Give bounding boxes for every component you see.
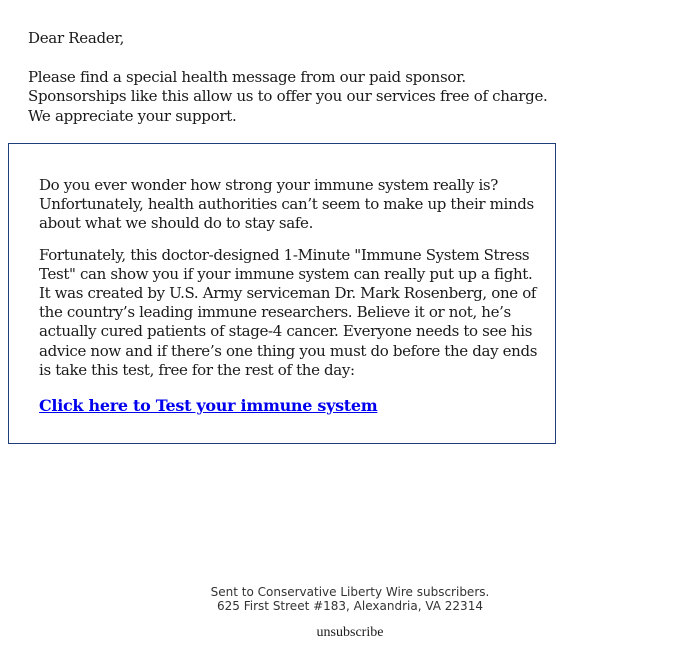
intro-line: We appreciate your support. (28, 106, 237, 125)
greeting: Dear Reader, (28, 29, 125, 47)
ad-line: advice now and if there’s one thing you must do before the day ends (39, 341, 538, 360)
intro-message (28, 29, 548, 126)
ad-line: Unfortunately, health authorities can’t seem to make up their minds (39, 195, 534, 214)
intro-line: Sponsorships like this allow us to offer you our services free of charge. (28, 87, 548, 105)
ad-line: about what we should do to stay safe. (39, 214, 313, 233)
sponsor-message-box (8, 143, 556, 444)
test-immune-system-link[interactable]: Click here to Test your immune system (39, 396, 378, 415)
footer (0, 585, 700, 613)
unsubscribe-link[interactable]: unsubscribe (316, 625, 384, 640)
ad-line: Test" can show you if your immune system can really put up a fight. (39, 264, 533, 283)
ad-line: It was created by U.S. Army serviceman Dr. Mark Rosenberg, one of (39, 284, 537, 303)
footer-address: 625 First Street #183, Alexandria, VA 22314 (217, 599, 483, 613)
footer-sender: Sent to Conservative Liberty Wire subscribers. (210, 585, 490, 599)
ad-paragraph-1 (39, 176, 537, 234)
intro-line: Please find a special health message from our paid sponsor. (28, 67, 466, 86)
ad-line: actually cured patients of stage-4 cancer. Everyone needs to see his (39, 322, 533, 341)
ad-line: is take this test, free for the rest of the day: (39, 360, 355, 379)
ad-line: Do you ever wonder how strong your immune system really is? (39, 176, 498, 194)
ad-paragraph-2 (39, 246, 537, 380)
ad-line: Fortunately, this doctor-designed 1-Minute "Immune System Stress (39, 245, 530, 264)
ad-line: the country’s leading immune researchers. Believe it or not, he’s (39, 303, 511, 322)
